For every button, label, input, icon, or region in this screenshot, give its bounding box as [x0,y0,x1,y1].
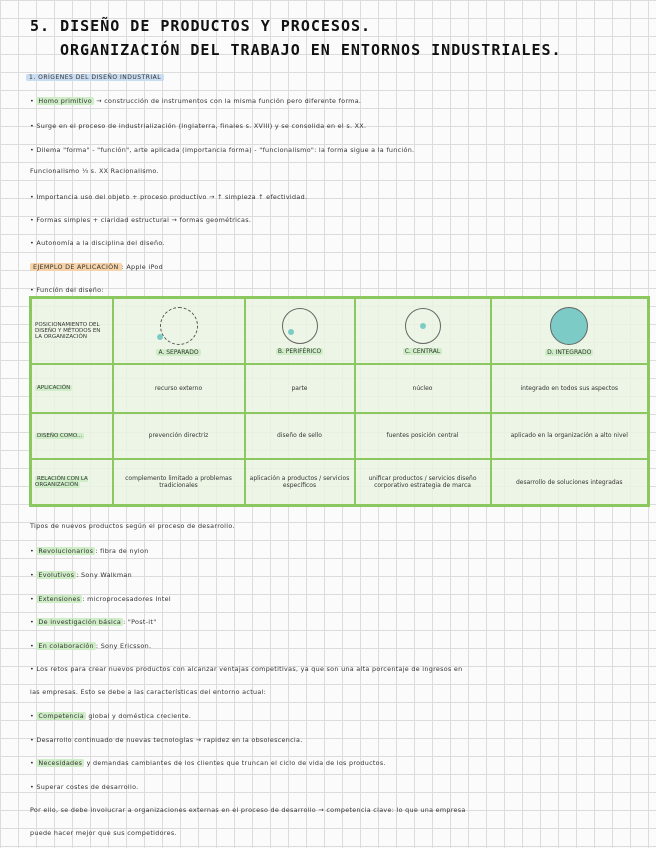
list-item: • En colaboración : Sony Ericsson. [30,642,151,650]
col-central: C. CENTRAL [355,298,491,365]
design-position-table [29,296,650,507]
paragraph-line: • Los retos para crear nuevos productos con alcanzar ventajas competitivas, ya que son una alta porcentaje de ingresos en [30,665,462,673]
col-separado: A. SEPARADO [113,298,245,365]
note-line-7: • Autonomía a la disciplina del diseño. [30,239,165,247]
example-line: EJEMPLO DE APLICACIÓN : Apple iPod [30,263,163,271]
integrated-circle-icon [550,307,588,345]
note-line-1: • Homo primitivo → construcción de instrumentos con la misma función pero diferente forma. [30,97,361,105]
list-item: • Competencia global y doméstica creciente. [30,712,191,720]
note-line-5: • Importancia uso del objeto + proceso productivo → ↑ simpleza ↑ efectividad. [30,193,307,201]
table-row: APLICACIÓN recurso externo parte núcleo integrado en todos sus aspectos [31,364,649,412]
table-rowhead: POSICIONAMIENTO DEL DISEÑO Y MÉTODOS EN LA ORGANIZACIÓN [31,298,113,365]
function-line: • Función del diseño: [30,286,104,294]
col-periferico: B. PERIFÉRICO [245,298,355,365]
note-line-3: • Dilema "forma" - "función", arte aplicada (importancia forma) - "funcionalismo": la forma sigue a la función. [30,146,414,154]
page-title [30,14,562,62]
note-line-2: • Surge en el proceso de industrialización (Inglaterra, finales s. XVIII) y se consolida en el s. XX. [30,122,366,130]
peripheral-circle-icon [282,308,318,344]
paragraph-line: puede hacer mejor que sus competidores. [30,829,177,837]
section-heading-origins: 1. ORÍGENES DEL DISEÑO INDUSTRIAL [26,74,164,81]
col-integrado: D. INTEGRADO [491,298,649,365]
table-header-row [31,298,649,365]
example-label: EJEMPLO DE APLICACIÓN [30,263,122,271]
note-line-4: Funcionalismo ⅓ s. XX Racionalismo. [30,167,159,175]
title-line-2: ORGANIZACIÓN DEL TRABAJO EN ENTORNOS INDUSTRIALES. [60,41,562,59]
central-circle-icon [405,308,441,344]
section2-intro: Tipos de nuevos productos según el proceso de desarrollo. [30,522,235,530]
paragraph-line: las empresas. Esto se debe a las características del entorno actual: [30,688,267,696]
list-item: • Necesidades y demandas cambiantes de los clientes que truncan el ciclo de vida de los productos. [30,759,386,767]
separated-circle-icon [160,307,198,345]
list-item: • De investigación básica : "Post-it" [30,618,156,626]
table-row: DISEÑO COMO... prevención directriz diseño de sello fuentes posición central aplicado en la organización a alto nivel [31,413,649,459]
list-item: • Superar costes de desarrollo. [30,783,139,791]
list-item: • Revolucionarios : fibra de nylon [30,547,149,555]
paragraph-line: Por ello, se debe involucrar a organizaciones externas en el proceso de desarrollo → competencia clave: lo que una empresa [30,806,466,814]
table-row: RELACIÓN CON LA ORGANIZACIÓN complemento limitado a problemas tradicionales aplicación a productos / servicios específicos unificar productos / servicios diseño corporativo estrategia de marca desarrollo de soluciones integradas [31,459,649,505]
list-item: • Evolutivos : Sony Walkman [30,571,132,579]
list-item: • Extensiones : microprocesadores Intel [30,595,171,603]
list-item: • Desarrollo continuado de nuevas tecnologías → rapidez en la obsolescencia. [30,736,303,744]
title-line-1: 5. DISEÑO DE PRODUCTOS Y PROCESOS. [30,17,372,35]
note-line-6: • Formas simples + claridad estructural → formas geométricas. [30,216,251,224]
